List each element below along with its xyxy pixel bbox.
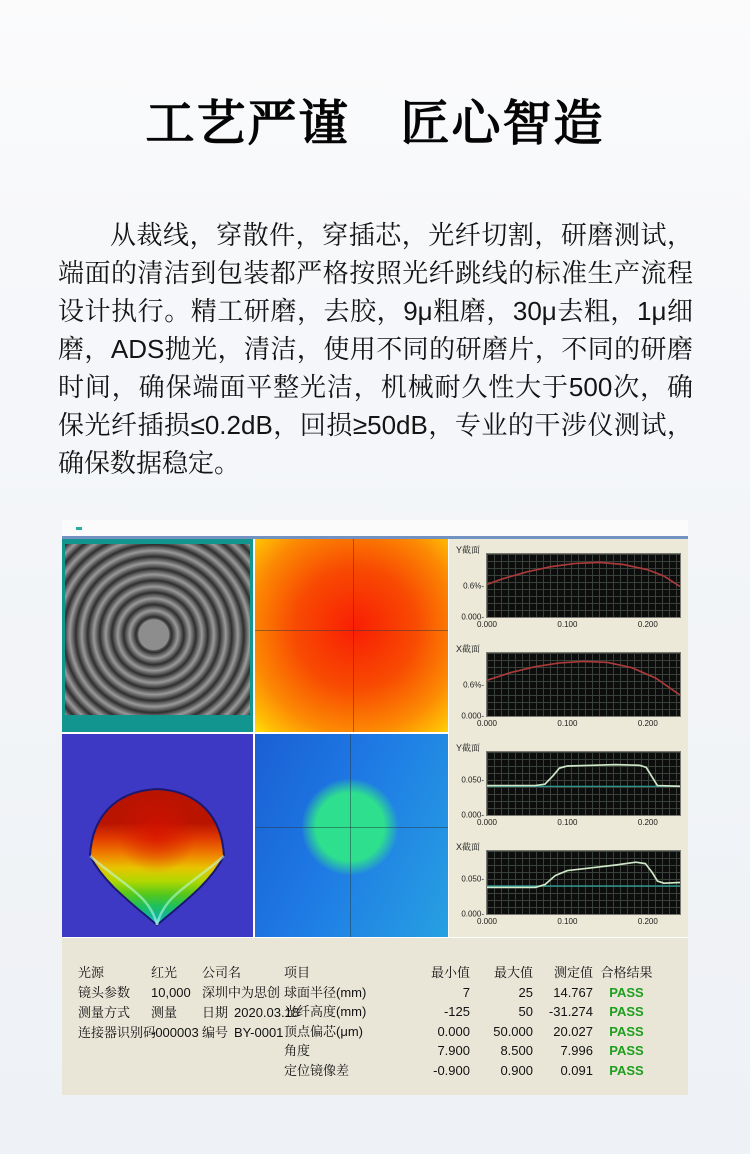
chart-plot-area <box>461 751 681 827</box>
y-axis-tick: 0.000- <box>461 909 484 919</box>
x-axis-tick: 0.100 <box>557 620 578 629</box>
fringe-rings-image <box>65 544 250 715</box>
info-label: 光源 <box>78 965 105 980</box>
table-cell: 光纤高度(mm) <box>284 1004 367 1019</box>
instrument-titlebar <box>62 520 688 539</box>
profile-chart <box>449 738 688 837</box>
x-axis-tick: 0.000 <box>476 818 498 827</box>
surface-3d-dome <box>65 737 250 934</box>
crosshair-horizontal <box>255 827 448 828</box>
pass-badge: PASS <box>609 984 644 1000</box>
table-cell: 7.900 <box>437 1043 470 1058</box>
crosshair-horizontal <box>255 630 448 631</box>
profile-charts-panel <box>448 539 688 937</box>
info-label: 镜头参数 <box>78 985 131 1000</box>
chart-plot-area <box>461 850 681 926</box>
crosshair-vertical <box>353 539 354 732</box>
pass-badge: PASS <box>609 1043 644 1058</box>
table-header-cell: 合格结果 <box>600 965 653 980</box>
titlebar-icon <box>76 527 82 530</box>
table-header-cell: 最大值 <box>493 965 533 980</box>
info-label: 连接器识别码 <box>78 1025 157 1040</box>
info-label: 日期 <box>202 1005 229 1020</box>
info-value: 红光 <box>151 965 178 980</box>
table-cell: 50.000 <box>493 1023 533 1039</box>
info-value: 深圳中为思创 <box>202 985 281 1000</box>
x-axis-tick: 0.100 <box>557 719 578 728</box>
page-title: 工艺严谨 匠心智造 <box>145 97 605 151</box>
x-axis-tick: 0.000 <box>476 917 498 926</box>
table-cell: -0.900 <box>433 1062 470 1078</box>
chart-title: X截面 <box>456 842 481 852</box>
y-axis-tick: 0.000- <box>461 810 484 820</box>
table-cell: 7 <box>462 984 470 1000</box>
chart-title: Y截面 <box>456 545 481 555</box>
table-header-row <box>284 963 660 983</box>
intro-paragraph: 从裁线，穿散件，穿插芯，光纤切割，研磨测试，端面的清洁到包装都严格按照光纤跳线的标准生产流程设计执行。精工研磨，去胶，9μ粗磨，30μ去粗，1μ细磨，ADS抛光，清洁，使用不同的研磨片，不同的研磨时间，确保端面平整光洁，机械耐久性大于500次，确保光纤插损≤0.2dB，回损≥50dB，专业的干涉仪测试，确保数据稳定。 <box>58 220 693 478</box>
beam-spot-panel <box>255 734 448 937</box>
x-axis-tick: 0.200 <box>637 620 658 629</box>
pass-badge: PASS <box>609 1023 644 1039</box>
table-header-cell: 最小值 <box>430 965 470 980</box>
x-axis-tick: 0.100 <box>557 818 578 827</box>
y-axis-tick: 0.050- <box>461 874 484 884</box>
y-axis-tick: 0.6%- <box>463 680 484 689</box>
chart-plot-area <box>461 652 681 728</box>
info-row <box>78 1003 200 1023</box>
table-cell: 8.500 <box>500 1043 533 1058</box>
measurement-data-bar <box>62 937 688 1095</box>
info-row <box>78 1023 200 1043</box>
interferometer-screenshot <box>62 520 688 1095</box>
info-value: 2020.03.18 <box>234 1005 300 1020</box>
table-row <box>284 1002 660 1022</box>
table-header-cell: 项目 <box>284 965 311 980</box>
table-cell: 14.767 <box>553 984 593 1000</box>
interference-fringe-panel <box>62 539 253 732</box>
table-row <box>284 1022 660 1042</box>
table-cell: 定位镜像差 <box>284 1062 350 1078</box>
table-cell: 角度 <box>284 1043 311 1058</box>
info-label: 测量方式 <box>78 1005 131 1020</box>
table-cell: 20.027 <box>553 1023 593 1039</box>
chart-title: Y截面 <box>456 743 481 753</box>
chart-title: X截面 <box>456 644 481 654</box>
surface-3d-panel <box>62 734 253 937</box>
table-cell: 25 <box>518 984 533 1000</box>
profile-chart <box>449 540 688 639</box>
table-row <box>284 1041 660 1061</box>
x-axis-tick: 0.200 <box>637 719 658 728</box>
x-axis-tick: 0.200 <box>637 818 658 827</box>
profile-chart <box>449 837 688 936</box>
instrument-settings-info <box>78 963 200 1043</box>
x-axis-tick: 0.000 <box>476 620 498 629</box>
x-axis-tick: 0.100 <box>557 917 578 926</box>
table-cell: 顶点偏芯(μm) <box>284 1023 363 1039</box>
table-cell: 球面半径(mm) <box>284 984 367 1000</box>
pass-badge: PASS <box>609 1062 644 1078</box>
measurement-image-grid <box>62 539 448 937</box>
instrument-main-area <box>62 539 688 937</box>
table-cell: -31.274 <box>548 1004 593 1019</box>
table-header-cell: 测定值 <box>553 965 593 980</box>
x-axis-tick: 0.000 <box>476 719 498 728</box>
crosshair-vertical <box>350 734 351 937</box>
info-row <box>78 963 200 983</box>
y-axis-tick: 0.6%- <box>463 581 484 590</box>
info-value: -000003 <box>151 1025 199 1040</box>
info-value: 10,000 <box>151 985 191 1000</box>
x-axis-tick: 0.200 <box>637 917 658 926</box>
table-row <box>284 983 660 1003</box>
table-cell: 50 <box>518 1004 533 1019</box>
y-axis-tick: 0.000- <box>461 711 484 721</box>
pass-badge: PASS <box>609 1004 644 1019</box>
table-cell: -125 <box>443 1004 470 1019</box>
y-axis-tick: 0.000- <box>461 612 484 622</box>
results-table <box>284 963 660 1080</box>
table-cell: 0.091 <box>560 1062 593 1078</box>
profile-chart <box>449 639 688 738</box>
table-cell: 0.000 <box>437 1023 470 1039</box>
info-label: 编号 <box>202 1025 229 1040</box>
chart-plot-area <box>461 553 681 629</box>
info-value: BY-0001 <box>234 1025 284 1040</box>
table-row <box>284 1061 660 1081</box>
height-map-panel <box>255 539 448 732</box>
table-cell: 0.900 <box>500 1062 533 1078</box>
info-value: 测量 <box>151 1005 178 1020</box>
info-label: 公司名 <box>202 965 242 980</box>
table-cell: 7.996 <box>560 1043 593 1058</box>
info-row <box>78 983 200 1003</box>
y-axis-tick: 0.050- <box>461 775 484 785</box>
